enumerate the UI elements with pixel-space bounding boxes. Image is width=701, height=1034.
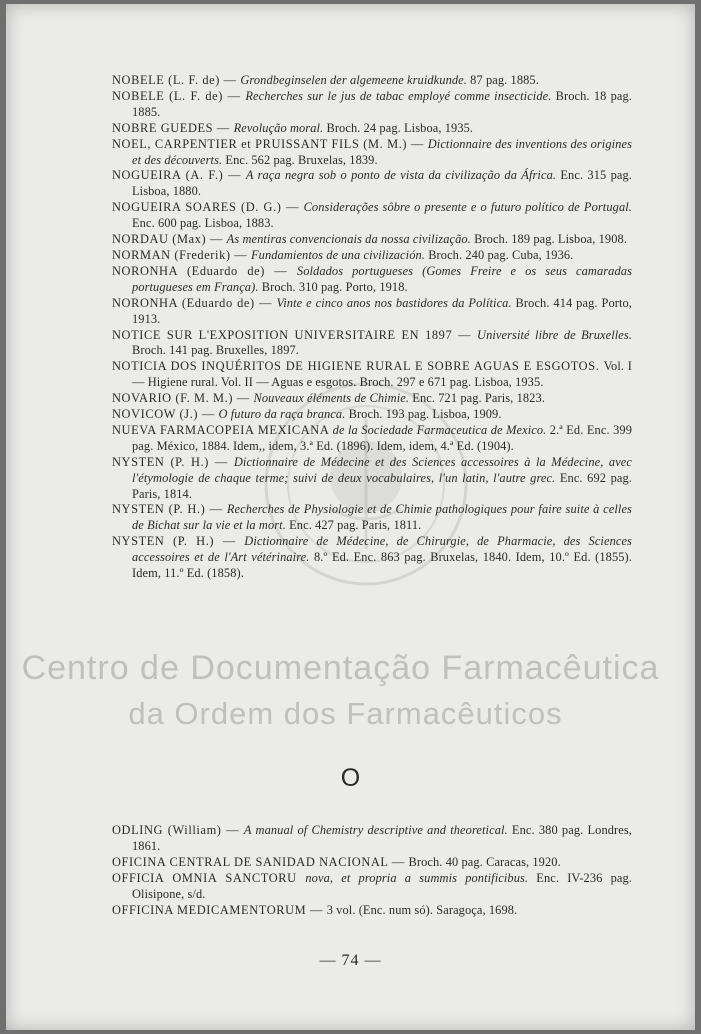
- entry-author: NORDAU (Max) —: [112, 232, 227, 247]
- bibliography-entry: [112, 264, 632, 296]
- bibliography-list-o: [112, 823, 632, 918]
- bibliography-entry: [112, 502, 632, 534]
- section-letter: O: [340, 764, 361, 792]
- entry-details: Broch. 310 pag. Porto, 1918.: [258, 279, 408, 294]
- bibliography-list-n: [112, 73, 632, 582]
- entry-title: Nouveaux éléments de Chimie.: [253, 391, 410, 406]
- entry-author: NOVARIO (F. M. M.) —: [112, 391, 254, 406]
- entry-author: OFFICINA MEDICAMENTORUM —: [112, 902, 327, 917]
- entry-author: NOBELE (L. F. de) —: [112, 88, 246, 103]
- entry-title: nova, et propria a summis pontificibus.: [305, 870, 529, 885]
- bibliography-entry: [112, 73, 632, 89]
- entry-title: A manual of Chemistry descriptive and theoretical.: [243, 823, 508, 837]
- entry-title: Recherches de Physiologie et de Chimie pathologiques pour faire suite à celles de Bichat sur la vie et la mort.: [132, 502, 632, 533]
- entry-details: Enc. 562 pag. Bruxelas, 1839.: [222, 152, 378, 167]
- bibliography-entry: [112, 232, 632, 248]
- bibliography-entry: [112, 328, 632, 360]
- entry-title: de la Sociedade Farmaceutica de Mexico.: [332, 422, 547, 437]
- entry-title: Soldados portugueses (Gomes Freire e os seus camaradas portugueses em França).: [132, 263, 632, 294]
- bibliography-entry: [112, 137, 632, 169]
- entry-title: Université libre de Bruxelles.: [477, 327, 632, 342]
- entry-title: O futuro da raça branca.: [218, 407, 346, 422]
- document-page: [6, 4, 695, 1030]
- entry-author: NYSTEN (P. H.) —: [112, 534, 245, 549]
- entry-details: Enc. 315 pag. Lisboa, 1880.: [132, 168, 632, 199]
- entry-author: NOVICOW (J.) —: [112, 407, 219, 422]
- entry-details: Vol. I — Higiene rural. Vol. II — Aguas e esgotos. Broch. 297 e 671 pag. Lisboa, 1935.: [132, 359, 632, 390]
- entry-title: Recherches sur le jus de tabac employé comme insecticide.: [245, 88, 552, 103]
- watermark-text-line2: da Ordem dos Farmacêuticos: [128, 696, 563, 731]
- bibliography-entry: [112, 903, 632, 919]
- entry-author: NYSTEN (P. H.) —: [112, 502, 227, 517]
- entry-author: NOBELE (L. F. de) —: [112, 73, 241, 87]
- bibliography-entry: [112, 855, 632, 871]
- entry-details: Enc. 721 pag. Paris, 1823.: [409, 391, 545, 406]
- entry-author: NORONHA (Eduardo de) —: [112, 263, 297, 278]
- entry-title: A raça negra sob o ponto de vista da civilização da África.: [245, 168, 557, 183]
- watermark-text-line1: Centro de Documentação Farmacêutica: [21, 649, 660, 687]
- entry-author: NOTICE SUR L'EXPOSITION UNIVERSITAIRE EN 1897 —: [112, 327, 478, 342]
- entry-details: 8.º Ed. Enc. 863 pag. Bruxelas, 1840. Idem, 10.º Ed. (1855). Idem, 11.º Ed. (1858).: [132, 550, 632, 581]
- entry-author: NOEL, CARPENTIER et PRUISSANT FILS (M. M.) —: [112, 136, 428, 151]
- entry-details: Broch. 40 pag. Caracas, 1920.: [408, 854, 561, 869]
- entry-author: NYSTEN (P. H.) —: [112, 454, 234, 469]
- bibliography-entry: [112, 455, 632, 503]
- bibliography-entry: [112, 391, 632, 407]
- entry-author: NOTICIA DOS INQUÉRITOS DE HIGIENE RURAL E SOBRE AGUAS E ESGOTOS.: [112, 359, 604, 374]
- entry-author: NUEVA FARMACOPEIA MEXICANA: [112, 422, 333, 437]
- entry-details: 3 vol. (Enc. num só). Saragoça, 1698.: [326, 902, 518, 917]
- entry-title: Considerações sôbre o presente e o futuro político de Portugal.: [303, 200, 632, 215]
- entry-author: NOGUEIRA (A. F.) —: [112, 168, 246, 183]
- entry-details: 87 pag. 1885.: [466, 73, 539, 87]
- bibliography-entry: [112, 534, 632, 582]
- entry-details: Broch. 414 pag. Porto, 1913.: [132, 295, 633, 326]
- bibliography-entry: [112, 871, 632, 903]
- entry-details: Enc. 600 pag. Lisboa, 1883.: [132, 216, 274, 231]
- entry-author: NORMAN (Frederik) —: [112, 247, 251, 262]
- entry-details: Broch. 18 pag. 1885.: [132, 88, 632, 119]
- page-number: — 74 —: [319, 952, 382, 969]
- entry-title: Vinte e cinco anos nos bastidores da Política.: [276, 295, 512, 310]
- entry-title: Grondbeginselen der algemeene kruidkunde.: [240, 73, 467, 87]
- entry-details: Enc. 427 pag. Paris, 1811.: [285, 518, 422, 533]
- bibliography-entry: [112, 823, 632, 855]
- entry-author: NORONHA (Eduardo de) —: [112, 295, 277, 310]
- bibliography-entry: [112, 200, 632, 232]
- bibliography-entry: [112, 407, 632, 423]
- bibliography-entry: [112, 359, 632, 391]
- entry-author: NOBRE GUEDES —: [112, 120, 234, 135]
- bibliography-entry: [112, 168, 632, 200]
- entry-title: Dictionnaire de Médecine, de Chirurgie, de Pharmacie, des Sciences accessoires et de l'Art vétérinaire.: [132, 534, 632, 565]
- entry-title: As mentiras convencionais da nossa civilização.: [226, 232, 471, 247]
- entry-author: NOGUEIRA SOARES (D. G.) —: [112, 200, 304, 215]
- entry-title: Dictionnaire des inventions des origines et des découverts.: [132, 136, 632, 167]
- entry-details: Broch. 193 pag. Lisboa, 1909.: [345, 407, 502, 422]
- entry-author: OFFICIA OMNIA SANCTORU: [112, 870, 306, 885]
- entry-author: OFICINA CENTRAL DE SANIDAD NACIONAL —: [112, 854, 409, 869]
- entry-details: Enc. 692 pag. Paris, 1814.: [132, 470, 632, 501]
- entry-details: Enc. 380 pag. Londres, 1861.: [132, 823, 632, 853]
- entry-details: Enc. IV-236 pag. Olisipone, s/d.: [132, 870, 632, 901]
- bibliography-entry: [112, 423, 632, 455]
- entry-title: Dictionnaire de Médecine et des Sciences accessoires à la Médecine, avec l'étymologie de chaque terme; suivi de deux vocabulaires, l'un latin, l'autre grec.: [132, 454, 632, 485]
- entry-details: Broch. 240 pag. Cuba, 1936.: [425, 247, 574, 262]
- entry-author: ODLING (William) —: [112, 823, 244, 837]
- entry-title: Revolução moral.: [233, 120, 324, 135]
- bibliography-entry: [112, 248, 632, 264]
- entry-details: 2.ª Ed. Enc. 399 pag. México, 1884. Idem,, idem, 3.ª Ed. (1896). Idem, idem, 4.ª Ed. (1904).: [132, 422, 632, 453]
- entry-details: Broch. 141 pag. Bruxelles, 1897.: [132, 343, 300, 358]
- entry-details: Broch. 24 pag. Lisboa, 1935.: [323, 120, 474, 135]
- bibliography-entry: [112, 89, 632, 121]
- bibliography-entry: [112, 121, 632, 137]
- entry-details: Broch. 189 pag. Lisboa, 1908.: [470, 232, 628, 247]
- entry-title: Fundamientos de una civilización.: [251, 247, 425, 262]
- bibliography-entry: [112, 296, 632, 328]
